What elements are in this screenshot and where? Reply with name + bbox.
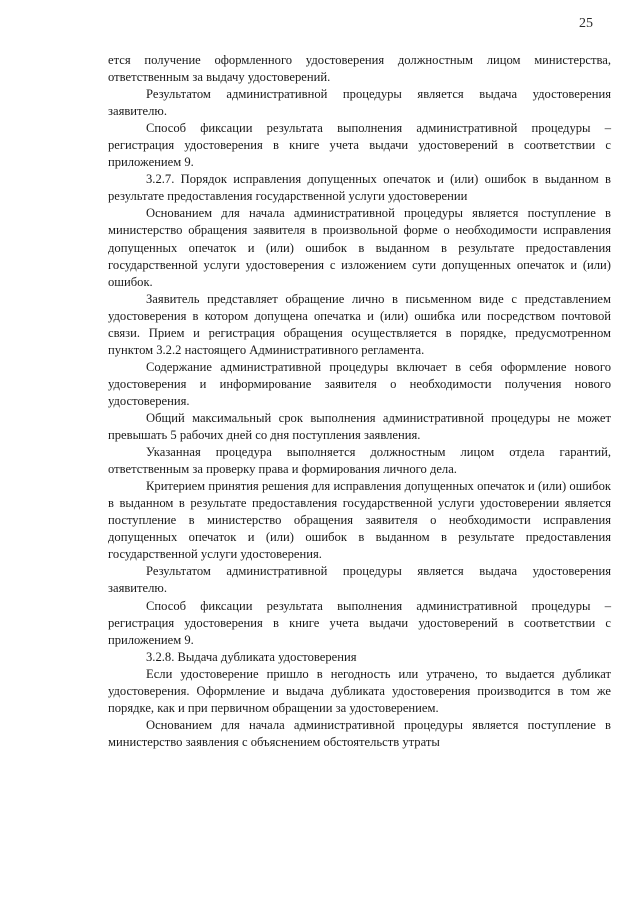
paragraph-duplicate-issue: Если удостоверение пришло в негодность или утрачено, то выдается дубликат удостоверения. Оформление и выдача дубликата удостоверения производится в том же порядке, как и при первичном обращении за удостоверением. bbox=[108, 666, 611, 715]
paragraph-result: Результатом административной процедуры является выдача удостоверения заявителю. bbox=[108, 87, 611, 119]
paragraph-continuation: ется получение оформленного удостоверения должностным лицом министерства, ответственным за выдачу удостоверений. bbox=[108, 53, 611, 85]
paragraph-responsible-official: Указанная процедура выполняется должностным лицом отдела гарантий, ответственным за проверку права и формирования личного дела. bbox=[108, 445, 611, 477]
document-body bbox=[108, 52, 611, 751]
page-number: 25 bbox=[579, 16, 593, 31]
paragraph-applicant-submission: Заявитель представляет обращение лично в письменном виде с представлением удостоверения в котором допущена опечатка и (или) ошибка или посредством почтовой связи. Прием и регистрация обращения осуществляется в порядке, предусмотренном пунктом 3.2.2 настоящего Административного регламента. bbox=[108, 291, 611, 357]
paragraph-max-term: Общий максимальный срок выполнения административной процедуры не может превышать 5 рабочих дней со дня поступления заявления. bbox=[108, 410, 611, 443]
paragraph-fixation-method: Способ фиксации результата выполнения административной процедуры – регистрация удостоверения в книге учета выдачи удостоверений в соответствии с приложением 9. bbox=[108, 121, 611, 170]
paragraph-procedure-content: Содержание административной процедуры включает в себя оформление нового удостоверения и информирование заявителя о необходимости получения нового удостоверения. bbox=[108, 359, 611, 408]
paragraph-decision-criterion: Критерием принятия решения для исправления допущенных опечаток и (или) ошибок в выданном в результате предоставления государственной услуги удостоверении является поступление в министерство обращения заявителя о необходимости исправления допущенных опечаток и (или) ошибок в выданном в результате предоставления государственной услуги удостоверения. bbox=[108, 479, 611, 562]
paragraph-result-2: Результатом административной процедуры является выдача удостоверения заявителю. bbox=[108, 564, 611, 596]
section-heading-3-2-8: 3.2.8. Выдача дубликата удостоверения bbox=[146, 649, 357, 664]
paragraph-basis: Основанием для начала административной процедуры является поступление в министерство обращения заявителя в произвольной форме о необходимости исправления допущенных опечаток и (или) ошибок в выданном в результате предоставления государственной услуги удостоверения с изложением сути допущенных опечаток и (или) ошибок. bbox=[108, 206, 611, 289]
paragraph-fixation-method-2: Способ фиксации результата выполнения административной процедуры – регистрация удостоверения в книге учета выдачи удостоверений в соответствии с приложением 9. bbox=[108, 598, 611, 647]
section-heading-3-2-7: 3.2.7. Порядок исправления допущенных опечаток и (или) ошибок в выданном в результате предоставления государственной услуги удостоверении bbox=[108, 172, 611, 204]
paragraph-duplicate-basis: Основанием для начала административной процедуры является поступление в министерство заявления с объяснением обстоятельств утраты bbox=[108, 717, 611, 749]
